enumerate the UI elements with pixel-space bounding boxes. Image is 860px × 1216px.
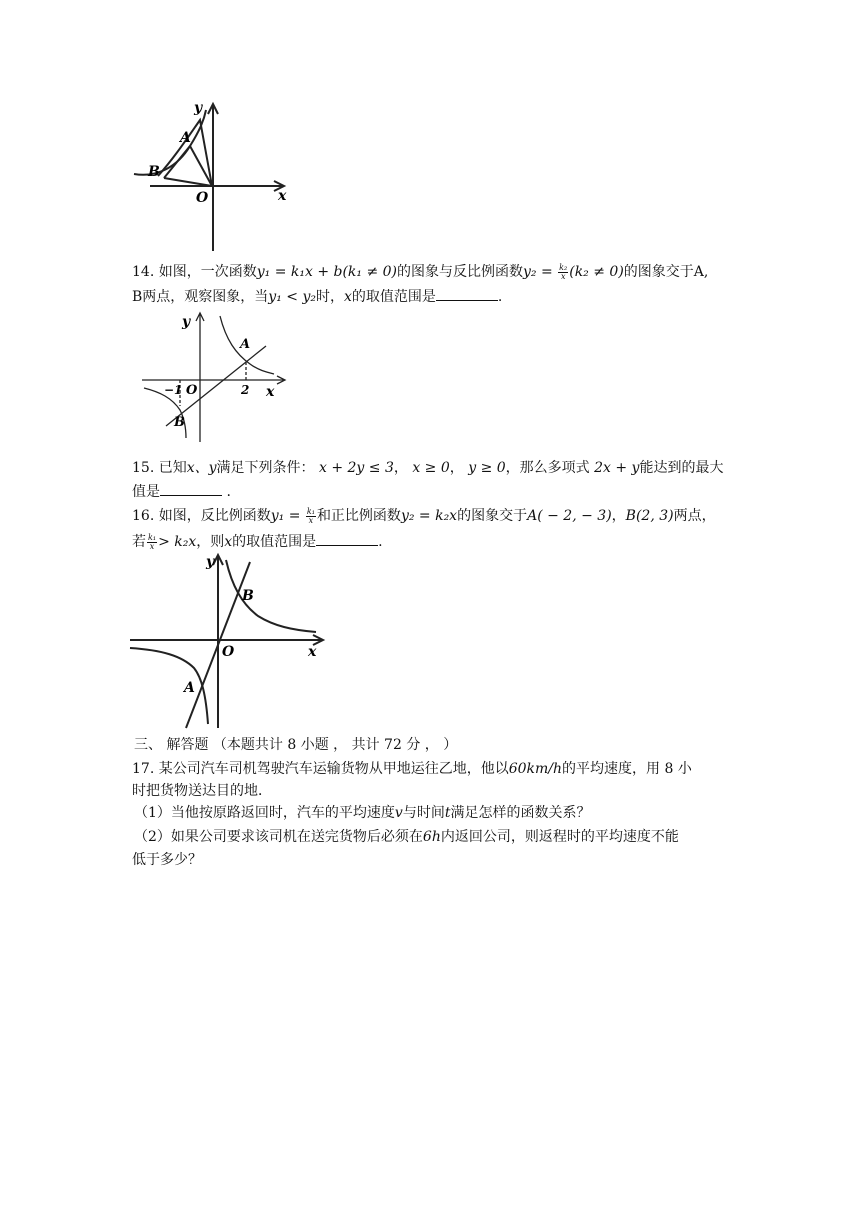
label-b: B [174, 415, 185, 430]
q17-p2-pre: （2）如果公司要求该司机在送完货物后必须在 [134, 829, 423, 845]
q16-end: . [378, 534, 383, 550]
q16-line1 [132, 506, 716, 526]
figure-q14 [138, 310, 288, 446]
q14-inverse-lhs: y₂ = [523, 264, 553, 280]
q14-text-pre: 如图，一次函数 [158, 264, 257, 280]
q15-polynomial: 2x + y [594, 460, 640, 476]
q17-line1 [132, 759, 692, 779]
label-b: B [148, 164, 160, 180]
q14-inverse-fraction [558, 264, 568, 281]
q17-p1-t: t [444, 805, 451, 821]
q17-part2 [134, 827, 679, 847]
q14-line2-mid: 时， [315, 289, 344, 305]
fraction-denominator: x [560, 271, 566, 281]
fraction-numerator: k₁ [306, 506, 315, 516]
label-a: A [240, 337, 251, 352]
q17-line1-post: 的平均速度，用 8 小 [562, 761, 692, 777]
hyperbola-third-quadrant [130, 648, 208, 724]
q17-part2-line2: 低于多少？ [132, 852, 202, 868]
q17-p1-mid: 与时间 [402, 805, 445, 821]
label-o: O [186, 383, 198, 398]
q17-p1-v: v [394, 805, 403, 821]
q15-line2-text: 值是 [132, 484, 160, 500]
q16-post2: 两点， [673, 508, 716, 524]
q16-line2-pre: 若 [132, 534, 146, 550]
q16-inverse-lhs: y₁ = [270, 508, 301, 524]
q17-line1-pre: 17. 某公司汽车司机驾驶汽车运输货物从甲地运往乙地，他以 [132, 761, 509, 777]
q16-answer-blank[interactable] [316, 531, 378, 546]
q16-proportional-function: y₂ = k₂x [400, 508, 458, 524]
label-a: A [180, 130, 191, 146]
q16-line2 [132, 531, 383, 552]
q15-pre: 已知 [158, 460, 187, 476]
q14-inverse-condition: (k₂ ≠ 0) [569, 264, 624, 280]
q14-line2 [132, 286, 502, 307]
q15-condition-3: y ≥ 0 [468, 460, 506, 476]
label-b: B [242, 588, 254, 604]
q14-linear-function: y₁ = k₁x + b(k₁ ≠ 0) [256, 264, 398, 280]
fraction-numerator: k₂ [559, 262, 568, 272]
figure-q16 [128, 552, 328, 732]
label-y: y [206, 554, 215, 570]
q15-line2 [132, 481, 231, 502]
q17-speed: 60km/h [508, 761, 563, 777]
q17-p1-pre: （1）当他按原路返回时，汽车的平均速度 [134, 805, 395, 821]
label-x: x [266, 384, 275, 400]
label-o: O [222, 644, 235, 660]
q16-line2-mid: ，则 [196, 534, 225, 550]
q14-number: 14. [132, 264, 155, 280]
q15-sep1: ， [393, 460, 408, 476]
q16-number: 16. [132, 508, 155, 524]
q16-mid: 和正比例函数 [316, 508, 401, 524]
q17-p2-post: 内返回公司，则返程时的平均速度不能 [440, 829, 679, 845]
q14-line2-pre: B两点，观察图象，当 [132, 289, 269, 305]
label-x: x [278, 188, 287, 204]
q15-text3: 能达到的最大 [639, 460, 724, 476]
q16-inverse-fraction [306, 508, 316, 525]
q16-condition-fraction [147, 534, 157, 551]
q16-line2-post: 的取值范围是 [232, 534, 317, 550]
q16-point-a: A( − 2, − 3) [527, 508, 612, 524]
q15-end: . [226, 484, 231, 500]
q14-answer-blank[interactable] [436, 286, 498, 301]
q14-text-post: 的图象交于A, [623, 264, 709, 280]
label-y: y [194, 100, 203, 116]
hyperbola-branch [134, 110, 206, 175]
q15-text2: ，那么多项式 [505, 460, 590, 476]
segment-bo [164, 178, 212, 186]
fraction-denominator: x [308, 515, 314, 525]
q16-point-b: B(2, 3) [625, 508, 674, 524]
q16-condition-rhs: > k₂x [158, 534, 197, 550]
q17-p1-post: 满足怎样的函数关系？ [450, 805, 591, 821]
label-y: y [182, 314, 191, 330]
label-a: A [184, 680, 195, 696]
q15-vars: x、y [186, 460, 217, 476]
q15-text1: 满足下列条件： [216, 460, 315, 476]
q17-line2: 时把货物送达目的地． [132, 783, 272, 799]
q15-number: 15. [132, 460, 155, 476]
tick-neg1: −1 [164, 383, 183, 397]
q15-line1 [132, 458, 723, 478]
section-3-heading: 三、 解答题 （本题共计 8 小题 ， 共计 72 分 ， ） [134, 737, 458, 753]
q16-pre: 如图，反比例函数 [158, 508, 271, 524]
q16-variable: x [224, 534, 233, 550]
hyperbola-first-quadrant [226, 560, 316, 632]
tick-2: 2 [241, 383, 250, 397]
q14-text-mid: 的图象与反比例函数 [397, 264, 524, 280]
q15-answer-blank[interactable] [160, 481, 222, 496]
q17-part1 [134, 803, 590, 823]
figure-q13 [128, 96, 298, 256]
fraction-numerator: k₁ [148, 532, 157, 542]
fraction-denominator: x [149, 541, 155, 551]
q17-p2-h: 6h [422, 829, 441, 845]
q15-condition-1: x + 2y ≤ 3 [318, 460, 394, 476]
q14-line2-post: 的取值范围是 [351, 289, 436, 305]
label-x: x [308, 644, 317, 660]
q14-variable: x [343, 289, 352, 305]
q14-end: . [497, 289, 503, 305]
q16-sep: ， [611, 508, 626, 524]
q14-condition: y₁ < y₂ [268, 289, 316, 305]
label-o: O [196, 190, 209, 206]
q14-line1 [132, 262, 708, 282]
q16-post: 的图象交于 [457, 508, 528, 524]
q15-condition-2: x ≥ 0 [412, 460, 450, 476]
q15-sep2: ， [449, 460, 464, 476]
